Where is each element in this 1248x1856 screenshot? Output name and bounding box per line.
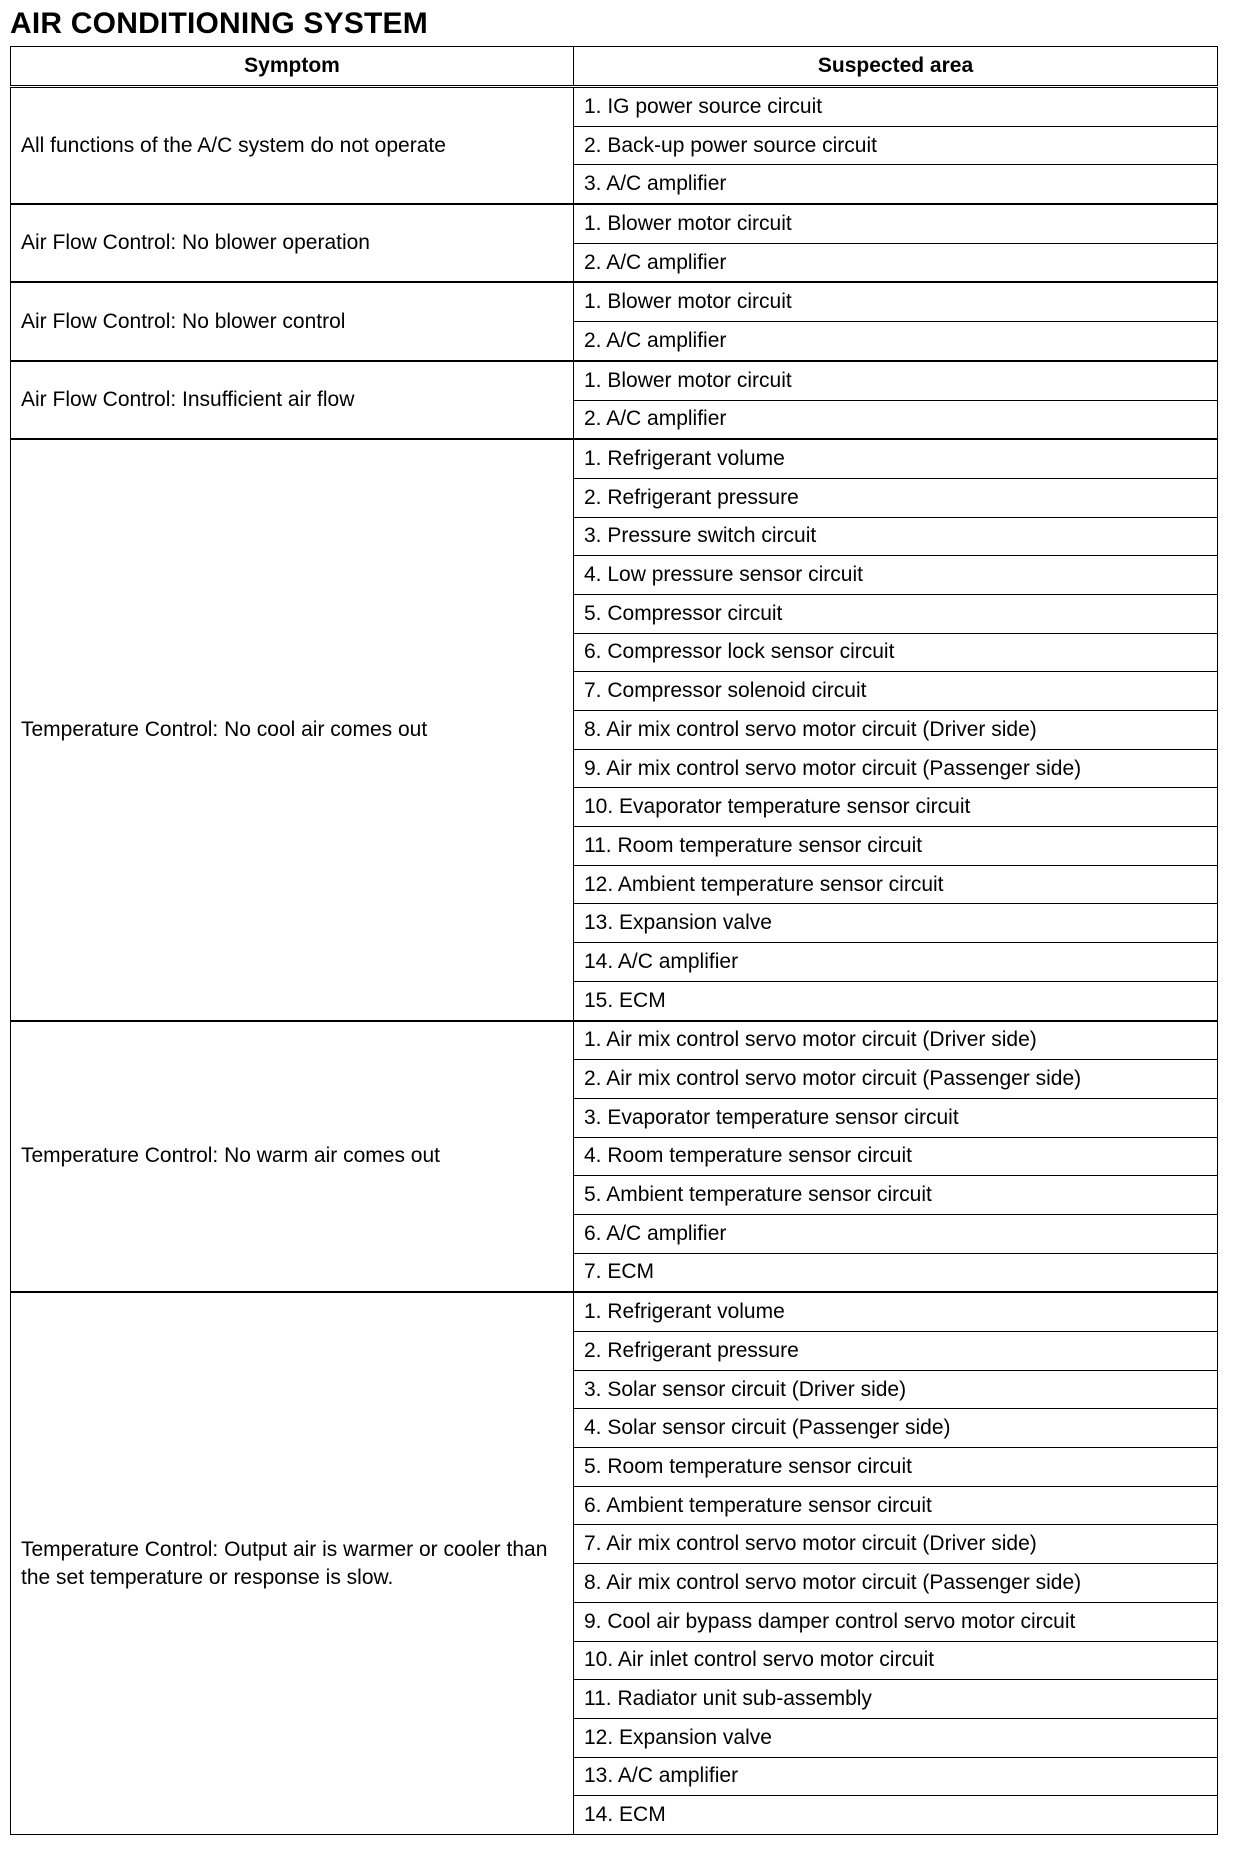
symptom-table bbox=[10, 46, 1218, 1835]
suspected-area-cell: 2. Refrigerant pressure bbox=[574, 1332, 1218, 1371]
suspected-area-cell: 2. A/C amplifier bbox=[574, 400, 1218, 439]
symptom-cell: Air Flow Control: No blower control bbox=[11, 282, 574, 360]
suspected-area-cell: 8. Air mix control servo motor circuit (Passenger side) bbox=[574, 1564, 1218, 1603]
table-row bbox=[11, 1021, 1218, 1060]
suspected-area-cell: 11. Radiator unit sub-assembly bbox=[574, 1680, 1218, 1719]
header-symptom: Symptom bbox=[11, 47, 574, 87]
symptom-cell: Temperature Control: No cool air comes out bbox=[11, 439, 574, 1020]
suspected-area-cell: 14. ECM bbox=[574, 1796, 1218, 1835]
suspected-area-cell: 4. Solar sensor circuit (Passenger side) bbox=[574, 1409, 1218, 1448]
suspected-area-cell: 3. Evaporator temperature sensor circuit bbox=[574, 1098, 1218, 1137]
suspected-area-cell: 8. Air mix control servo motor circuit (Driver side) bbox=[574, 711, 1218, 750]
suspected-area-cell: 1. Air mix control servo motor circuit (Driver side) bbox=[574, 1021, 1218, 1060]
suspected-area-cell: 10. Air inlet control servo motor circuit bbox=[574, 1641, 1218, 1680]
suspected-area-cell: 3. Solar sensor circuit (Driver side) bbox=[574, 1370, 1218, 1409]
suspected-area-cell: 13. A/C amplifier bbox=[574, 1757, 1218, 1796]
suspected-area-cell: 1. Blower motor circuit bbox=[574, 361, 1218, 400]
symptom-cell: Temperature Control: No warm air comes out bbox=[11, 1021, 574, 1293]
suspected-area-cell: 9. Air mix control servo motor circuit (Passenger side) bbox=[574, 749, 1218, 788]
table-row bbox=[11, 361, 1218, 400]
table-row bbox=[11, 439, 1218, 478]
suspected-area-cell: 1. Blower motor circuit bbox=[574, 282, 1218, 321]
suspected-area-cell: 6. A/C amplifier bbox=[574, 1214, 1218, 1253]
suspected-area-cell: 6. Compressor lock sensor circuit bbox=[574, 633, 1218, 672]
suspected-area-cell: 7. Compressor solenoid circuit bbox=[574, 672, 1218, 711]
suspected-area-cell: 10. Evaporator temperature sensor circuit bbox=[574, 788, 1218, 827]
suspected-area-cell: 2. Air mix control servo motor circuit (Passenger side) bbox=[574, 1060, 1218, 1099]
table-header-row bbox=[11, 47, 1218, 87]
suspected-area-cell: 15. ECM bbox=[574, 981, 1218, 1020]
symptom-cell: Air Flow Control: No blower operation bbox=[11, 204, 574, 282]
symptom-cell: All functions of the A/C system do not operate bbox=[11, 87, 574, 205]
suspected-area-cell: 12. Ambient temperature sensor circuit bbox=[574, 865, 1218, 904]
suspected-area-cell: 12. Expansion valve bbox=[574, 1718, 1218, 1757]
suspected-area-cell: 1. Refrigerant volume bbox=[574, 439, 1218, 478]
suspected-area-cell: 13. Expansion valve bbox=[574, 904, 1218, 943]
suspected-area-cell: 2. Refrigerant pressure bbox=[574, 478, 1218, 517]
suspected-area-cell: 2. A/C amplifier bbox=[574, 322, 1218, 361]
table-row bbox=[11, 204, 1218, 243]
suspected-area-cell: 5. Compressor circuit bbox=[574, 594, 1218, 633]
page-title: AIR CONDITIONING SYSTEM bbox=[10, 7, 428, 40]
suspected-area-cell: 5. Ambient temperature sensor circuit bbox=[574, 1176, 1218, 1215]
suspected-area-cell: 7. Air mix control servo motor circuit (Driver side) bbox=[574, 1525, 1218, 1564]
suspected-area-cell: 3. A/C amplifier bbox=[574, 165, 1218, 204]
suspected-area-cell: 7. ECM bbox=[574, 1253, 1218, 1292]
suspected-area-cell: 5. Room temperature sensor circuit bbox=[574, 1448, 1218, 1487]
table-body bbox=[11, 87, 1218, 1835]
suspected-area-cell: 1. IG power source circuit bbox=[574, 87, 1218, 127]
table-row bbox=[11, 87, 1218, 127]
suspected-area-cell: 2. Back-up power source circuit bbox=[574, 126, 1218, 165]
suspected-area-cell: 1. Refrigerant volume bbox=[574, 1292, 1218, 1331]
suspected-area-cell: 2. A/C amplifier bbox=[574, 243, 1218, 282]
suspected-area-cell: 9. Cool air bypass damper control servo motor circuit bbox=[574, 1602, 1218, 1641]
suspected-area-cell: 1. Blower motor circuit bbox=[574, 204, 1218, 243]
symptom-cell: Temperature Control: Output air is warmer or cooler than the set temperature or response is slow. bbox=[11, 1292, 574, 1834]
suspected-area-cell: 4. Low pressure sensor circuit bbox=[574, 556, 1218, 595]
symptom-cell: Air Flow Control: Insufficient air flow bbox=[11, 361, 574, 439]
suspected-area-cell: 6. Ambient temperature sensor circuit bbox=[574, 1486, 1218, 1525]
header-suspected-area: Suspected area bbox=[574, 47, 1218, 87]
suspected-area-cell: 4. Room temperature sensor circuit bbox=[574, 1137, 1218, 1176]
suspected-area-cell: 11. Room temperature sensor circuit bbox=[574, 827, 1218, 866]
table-row bbox=[11, 1292, 1218, 1331]
suspected-area-cell: 3. Pressure switch circuit bbox=[574, 517, 1218, 556]
suspected-area-cell: 14. A/C amplifier bbox=[574, 943, 1218, 982]
table-row bbox=[11, 282, 1218, 321]
